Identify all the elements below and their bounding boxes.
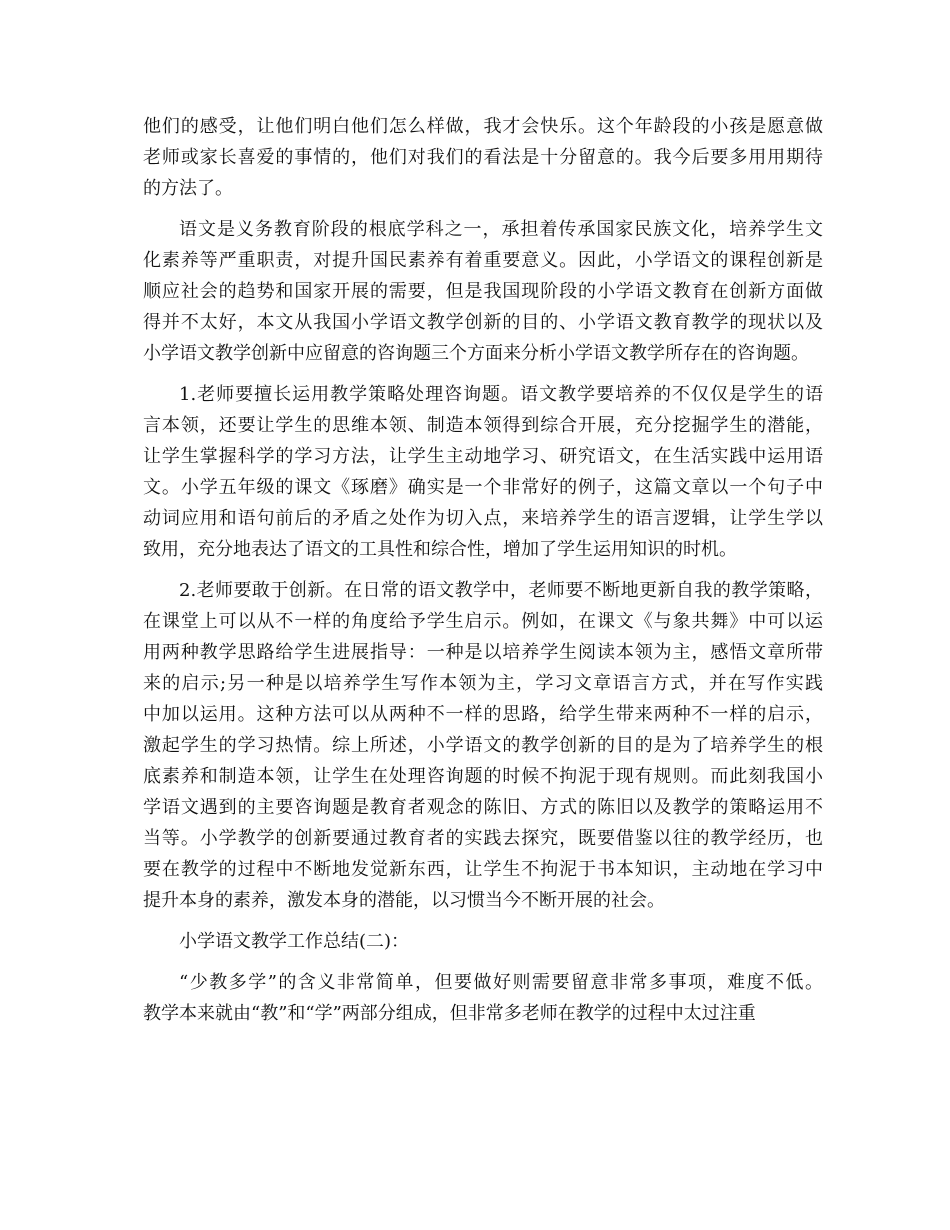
text-line: 言本领，还要让学生的思维本领、制造本领得到综合开展，充分挖掘学生的潜能， — [143, 415, 823, 436]
text-line: 2.老师要敢于创新。在日常的语文教学中，老师要不断地更新自我的教学策略， — [179, 580, 823, 601]
text-line: 教学本来就由“教”和“学”两部分组成，但非常多老师在教学的过程中太过注重 — [143, 1003, 756, 1024]
text-line: 1.老师要擅长运用教学策略处理咨询题。语文教学要培养的不仅仅是学生的语 — [179, 384, 823, 405]
document-body — [143, 111, 823, 1029]
text-line: “少教多学”的含义非常简单，但要做好则需要留意非常多事项，难度不低。 — [179, 972, 823, 993]
paragraph — [143, 379, 823, 565]
text-line: 中加以运用。这种方法可以从两种不一样的思路，给学生带来两种不一样的启示， — [143, 704, 823, 725]
text-line: 要在教学的过程中不断地发觉新东西，让学生不拘泥于书本知识，主动地在学习中 — [143, 859, 823, 880]
text-line: 学语文遇到的主要咨询题是教育者观念的陈旧、方式的陈旧以及教学的策略运用不 — [143, 797, 823, 818]
text-line: 他们的感受，让他们明白他们怎么样做，我才会快乐。这个年龄段的小孩是愿意做 — [143, 116, 823, 137]
text-line: 语文是义务教育阶段的根底学科之一，承担着传承国家民族文化，培养学生文 — [179, 219, 823, 240]
text-line: 老师或家长喜爱的事情的，他们对我们的看法是十分留意的。我今后要多用用期待 — [143, 147, 823, 168]
text-line: 当等。小学教学的创新要通过教育者的实践去探究，既要借鉴以往的教学经历，也 — [143, 828, 823, 849]
paragraph — [143, 111, 823, 204]
text-line: 提升本身的素养，激发本身的潜能，以习惯当今不断开展的社会。 — [143, 890, 665, 911]
text-line: 让学生掌握科学的学习方法，让学生主动地学习、研究语文，在生活实践中运用语 — [143, 446, 823, 467]
text-line: 在课堂上可以从不一样的角度给予学生启示。例如，在课文《与象共舞》中可以运 — [143, 611, 823, 632]
text-line: 底素养和制造本领，让学生在处理咨询题的时候不拘泥于现有规则。而此刻我国小 — [143, 766, 823, 787]
text-line: 得并不太好，本文从我国小学语文教学创新的目的、小学语文教育教学的现状以及 — [143, 312, 823, 333]
text-line: 动词应用和语句前后的矛盾之处作为切入点，来培养学生的语言逻辑，让学生学以 — [143, 508, 823, 529]
paragraph — [143, 967, 823, 1029]
paragraph — [143, 575, 823, 916]
text-line: 用两种教学思路给学生进展指导：一种是以培养学生阅读本领为主，感悟文章所带 — [143, 642, 823, 663]
paragraph — [143, 926, 823, 957]
paragraph — [143, 214, 823, 369]
text-line: 致用，充分地表达了语文的工具性和综合性，增加了学生运用知识的时机。 — [143, 539, 737, 560]
text-line: 顺应社会的趋势和国家开展的需要，但是我国现阶段的小学语文教育在创新方面做 — [143, 281, 823, 302]
text-line: 激起学生的学习热情。综上所述，小学语文的教学创新的目的是为了培养学生的根 — [143, 735, 823, 756]
text-line: 化素养等严重职责，对提升国民素养有着重要意义。因此，小学语文的课程创新是 — [143, 250, 823, 271]
text-line: 文。小学五年级的课文《琢磨》确实是一个非常好的例子，这篇文章以一个句子中 — [143, 477, 823, 498]
text-line: 小学语文教学工作总结(二)： — [179, 931, 410, 952]
text-line: 来的启示;另一种是以培养学生写作本领为主，学习文章语言方式，并在写作实践 — [143, 673, 823, 694]
text-line: 的方法了。 — [143, 178, 233, 199]
text-line: 小学语文教学创新中应留意的咨询题三个方面来分析小学语文教学所存在的咨询题。 — [143, 343, 809, 364]
